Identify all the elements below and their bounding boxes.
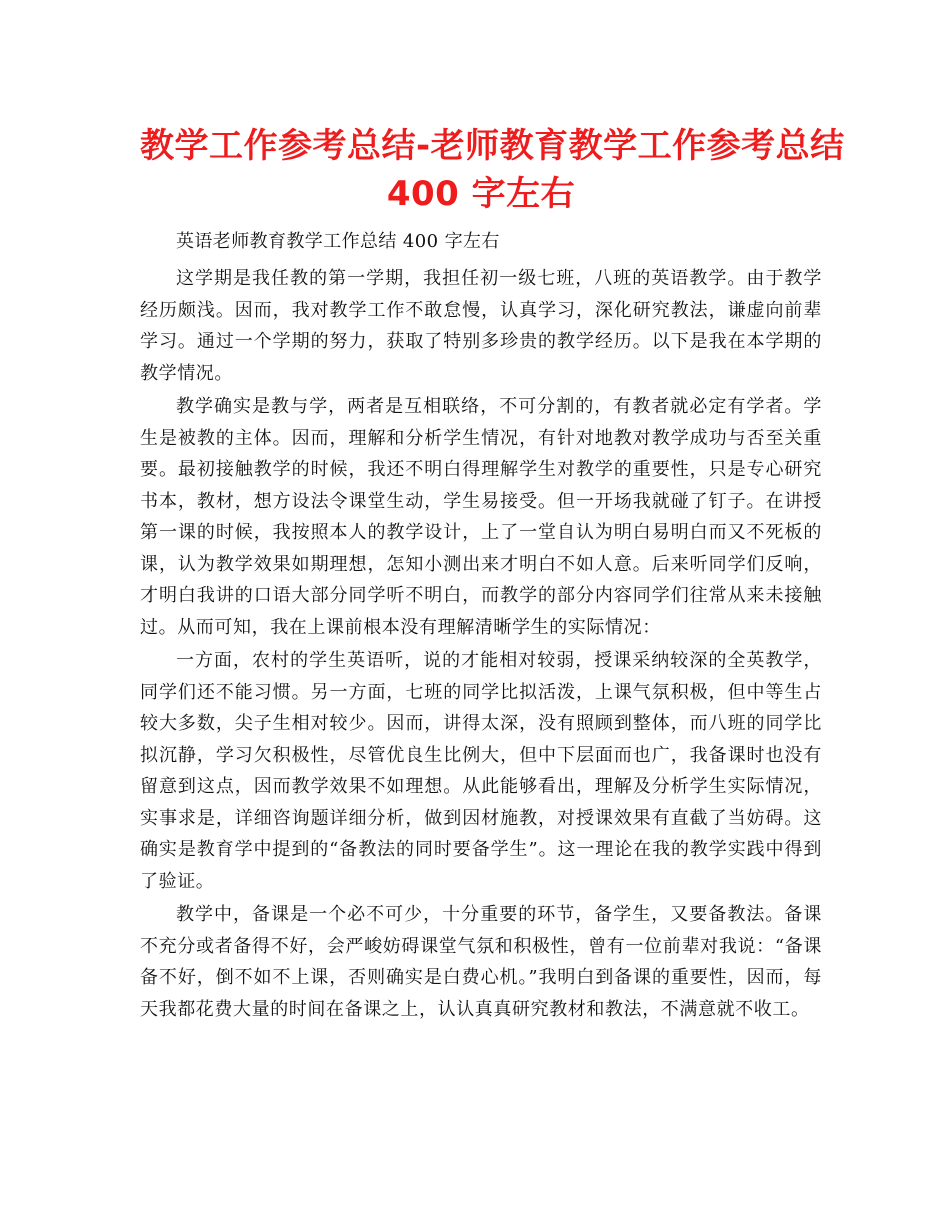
document-subtitle: 英语老师教育教学工作总结 400 字左右 xyxy=(176,231,500,252)
title-line-1: 教学工作参考总结-老师教育教学工作参考总结 xyxy=(140,126,845,166)
paragraph-4: 教学中，备课是一个必不可少，十分重要的环节，备学生，又要备教法。备课不充分或者备得不好，会严峻妨碍课堂气氛和积极性，曾有一位前辈对我说：“备课备不好，倒不如不上课，否则确实是白费心机。”我明白到备课的重要性，因而，每天我都花费大量的时间在备课之上，认认真真研究教材和教法，不满意就不收工。 xyxy=(140,904,822,1020)
title-line-2: 400 字左右 xyxy=(386,174,576,214)
paragraph-1: 这学期是我任教的第一学期，我担任初一级七班，八班的英语教学。由于教学经历颇浅。因而，我对教学工作不敢怠慢，认真学习，深化研究教法，谦虚向前辈学习。通过一个学期的努力，获取了特别多珍贵的教学经历。以下是我在本学期的教学情况。 xyxy=(140,268,822,384)
paragraph-2: 教学确实是教与学，两者是互相联络，不可分割的，有教者就必定有学者。学生是被教的主体。因而，理解和分析学生情况，有针对地教对教学成功与否至关重要。最初接触教学的时候，我还不明白得理解学生对教学的重要性，只是专心研究书本，教材，想方设法令课堂生动，学生易接受。但一开场我就碰了钉子。在讲授第一课的时候，我按照本人的教学设计，上了一堂自认为明白易明白而又不死板的课，认为教学效果如期理想，怎知小测出来才明白不如人意。后来听同学们反响，才明白我讲的口语大部分同学听不明白，而教学的部分内容同学们往常从来未接触过。从而可知，我在上课前根本没有理解清晰学生的实际情况： xyxy=(140,396,822,638)
paragraph-3: 一方面，农村的学生英语听，说的才能相对较弱，授课采纳较深的全英教学，同学们还不能习惯。另一方面，七班的同学比拟活泼，上课气氛积极，但中等生占较大多数，尖子生相对较少。因而，讲得太深，没有照顾到整体，而八班的同学比拟沉静，学习欠积极性，尽管优良生比例大，但中下层面而也广，我备课时也没有留意到这点，因而教学效果不如理想。从此能够看出，理解及分析学生实际情况，实事求是，详细咨询题详细分析，做到因材施教，对授课效果有直截了当妨碍。这确实是教育学中提到的“备教法的同时要备学生”。这一理论在我的教学实践中得到了验证。 xyxy=(140,650,822,892)
document-body xyxy=(140,226,822,1025)
document-title xyxy=(140,122,845,218)
